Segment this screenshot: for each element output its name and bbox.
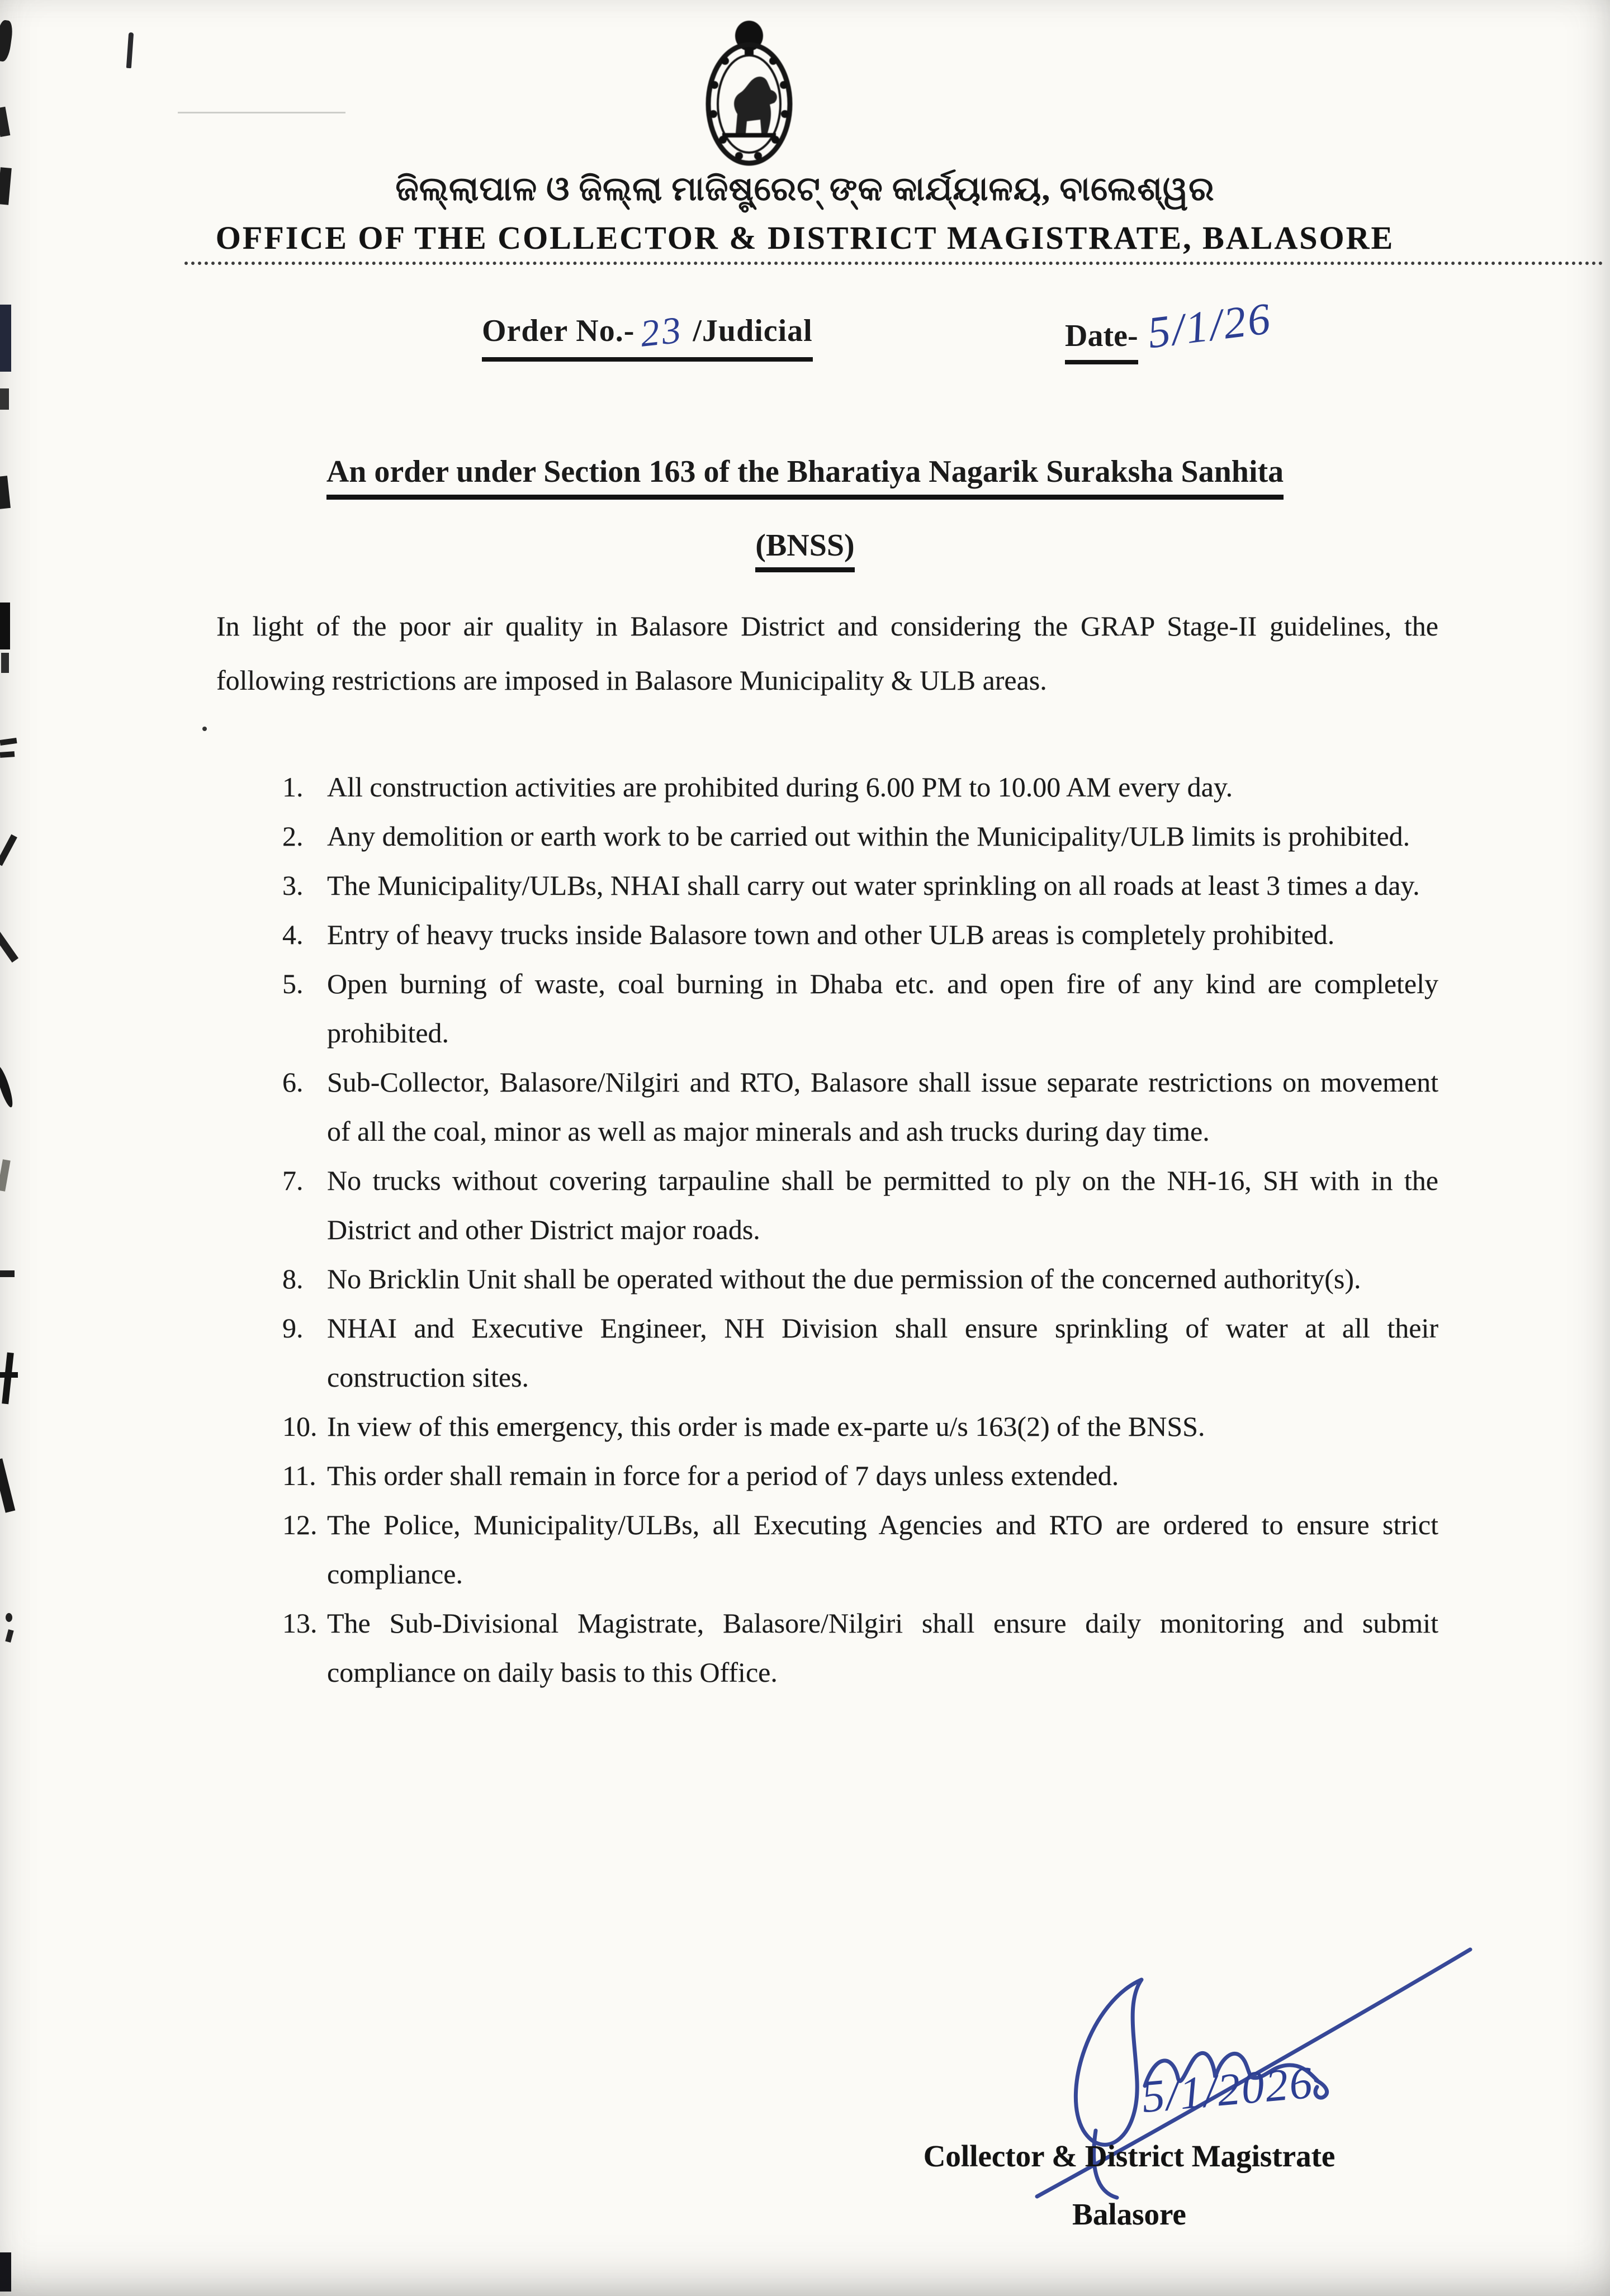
item-number: 8. bbox=[282, 1263, 304, 1294]
dotted-divider bbox=[184, 262, 1603, 265]
item-number: 12. bbox=[282, 1509, 318, 1540]
order-number-suffix: /Judicial bbox=[693, 314, 813, 348]
date-group bbox=[1065, 293, 1275, 358]
scan-artifact bbox=[0, 2252, 11, 2292]
restriction-item bbox=[282, 1156, 1438, 1254]
scan-artifact bbox=[0, 751, 15, 758]
order-number-handwritten: 23 bbox=[638, 308, 685, 355]
restriction-item bbox=[282, 861, 1438, 910]
designation-line1: Collector & District Magistrate bbox=[923, 2139, 1336, 2173]
item-number: 13. bbox=[282, 1607, 318, 1639]
restriction-item bbox=[282, 1500, 1438, 1598]
item-number: 7. bbox=[282, 1165, 304, 1196]
scan-artifact bbox=[178, 112, 345, 113]
item-number: 5. bbox=[282, 968, 304, 999]
signature-date-handwritten: 5/1/2026 bbox=[1139, 2056, 1315, 2123]
scan-artifact bbox=[0, 603, 10, 649]
restriction-item bbox=[282, 910, 1438, 959]
restriction-item bbox=[282, 1303, 1438, 1402]
item-number: 9. bbox=[282, 1312, 304, 1344]
item-number: 3. bbox=[282, 870, 304, 901]
item-text: Entry of heavy trucks inside Balasore town and other ULB areas is completely prohibited. bbox=[327, 919, 1335, 950]
order-number-row bbox=[0, 293, 1610, 373]
scan-artifact bbox=[0, 388, 9, 410]
item-number: 1. bbox=[282, 771, 304, 803]
order-number-group bbox=[482, 306, 813, 362]
restriction-item bbox=[282, 812, 1438, 861]
signatory-designation bbox=[861, 2127, 1398, 2243]
scan-artifact bbox=[0, 929, 18, 962]
order-number-label: Order No.- bbox=[482, 314, 635, 348]
scan-artifact bbox=[0, 738, 17, 746]
restriction-item bbox=[282, 1598, 1438, 1697]
item-text: In view of this emergency, this order is made ex-parte u/s 163(2) of the BNSS. bbox=[327, 1411, 1205, 1442]
scan-artifact bbox=[0, 1372, 18, 1378]
restrictions-list bbox=[282, 762, 1438, 1697]
scan-artifact bbox=[2, 1353, 14, 1405]
scan-artifact bbox=[202, 727, 207, 731]
item-number: 10. bbox=[282, 1411, 318, 1442]
restriction-item bbox=[282, 1402, 1438, 1451]
scan-artifact bbox=[0, 107, 10, 137]
item-text: No Bricklin Unit shall be operated without the due permission of the concerned authority(s). bbox=[327, 1263, 1361, 1294]
item-text: The Sub-Divisional Magistrate, Balasore/Nilgiri shall ensure daily monitoring and submit compliance on daily basis to this Office. bbox=[327, 1607, 1438, 1688]
restriction-item bbox=[282, 1451, 1438, 1500]
item-number: 6. bbox=[282, 1066, 304, 1098]
scan-artifact bbox=[0, 1270, 15, 1277]
item-text: Sub-Collector, Balasore/Nilgiri and RTO, Balasore shall issue separate restrictions on movement of all the coal, minor as well as major minerals and ash trucks during day time. bbox=[327, 1066, 1438, 1147]
scan-artifact bbox=[0, 20, 14, 63]
designation-line2: Balasore bbox=[1072, 2197, 1186, 2231]
restriction-item bbox=[282, 762, 1438, 812]
scan-artifact bbox=[0, 1064, 16, 1108]
item-text: No trucks without covering tarpauline shall be permitted to ply on the NH-16, SH with in the District and other District major roads. bbox=[327, 1165, 1438, 1245]
odia-office-line: ଜିଲ୍ଲାପାଳ ଓ ଜିଲ୍ଲା ମାଜିଷ୍ଟ୍ରେଟ୍ ଙ୍କ କାର୍ଯ୍ୟାଳୟ, ବାଲେଶ୍ୱର bbox=[395, 170, 1215, 207]
item-text: NHAI and Executive Engineer, NH Division shall ensure sprinkling of water at all their construction sites. bbox=[327, 1312, 1438, 1393]
item-text: Any demolition or earth work to be carried out within the Municipality/ULB limits is prohibited. bbox=[327, 820, 1410, 852]
scan-artifact bbox=[0, 1458, 15, 1513]
date-label: Date- bbox=[1065, 319, 1138, 364]
item-text: The Police, Municipality/ULBs, all Executing Agencies and RTO are ordered to ensure strict compliance. bbox=[327, 1509, 1438, 1590]
item-text: The Municipality/ULBs, NHAI shall carry out water sprinkling on all roads at least 3 times a day. bbox=[327, 870, 1420, 901]
scan-artifact bbox=[5, 1629, 13, 1643]
office-line: OFFICE OF THE COLLECTOR & DISTRICT MAGISTRATE, BALASORE bbox=[215, 220, 1395, 256]
item-text: Open burning of waste, coal burning in Dhaba etc. and open fire of any kind are completely prohibited. bbox=[327, 968, 1438, 1049]
item-text: All construction activities are prohibited during 6.00 PM to 10.00 AM every day. bbox=[327, 771, 1233, 803]
date-handwritten: 5/1/26 bbox=[1144, 293, 1275, 358]
scan-artifact bbox=[0, 834, 17, 866]
scan-artifact bbox=[0, 305, 11, 372]
item-number: 2. bbox=[282, 820, 304, 852]
scan-artifact bbox=[0, 1159, 11, 1192]
order-title: An order under Section 163 of the Bharatiya Nagarik Suraksha Sanhita bbox=[0, 454, 1610, 490]
item-number: 11. bbox=[282, 1460, 316, 1491]
order-title-bnss: (BNSS) bbox=[0, 528, 1610, 563]
odisha-state-emblem-icon bbox=[693, 19, 805, 170]
restriction-item bbox=[282, 1254, 1438, 1303]
restriction-item bbox=[282, 959, 1438, 1057]
scan-artifact bbox=[1, 653, 9, 673]
intro-paragraph: In light of the poor air quality in Balasore District and considering the GRAP Stage-II guidelines, the following restrictions are imposed in Balasore Municipality & ULB areas. bbox=[216, 610, 1438, 696]
restriction-item bbox=[282, 1057, 1438, 1156]
pen-mark-artifact bbox=[126, 32, 134, 68]
item-text: This order shall remain in force for a period of 7 days unless extended. bbox=[327, 1460, 1119, 1491]
item-number: 4. bbox=[282, 919, 304, 950]
scan-artifact bbox=[6, 1613, 12, 1622]
